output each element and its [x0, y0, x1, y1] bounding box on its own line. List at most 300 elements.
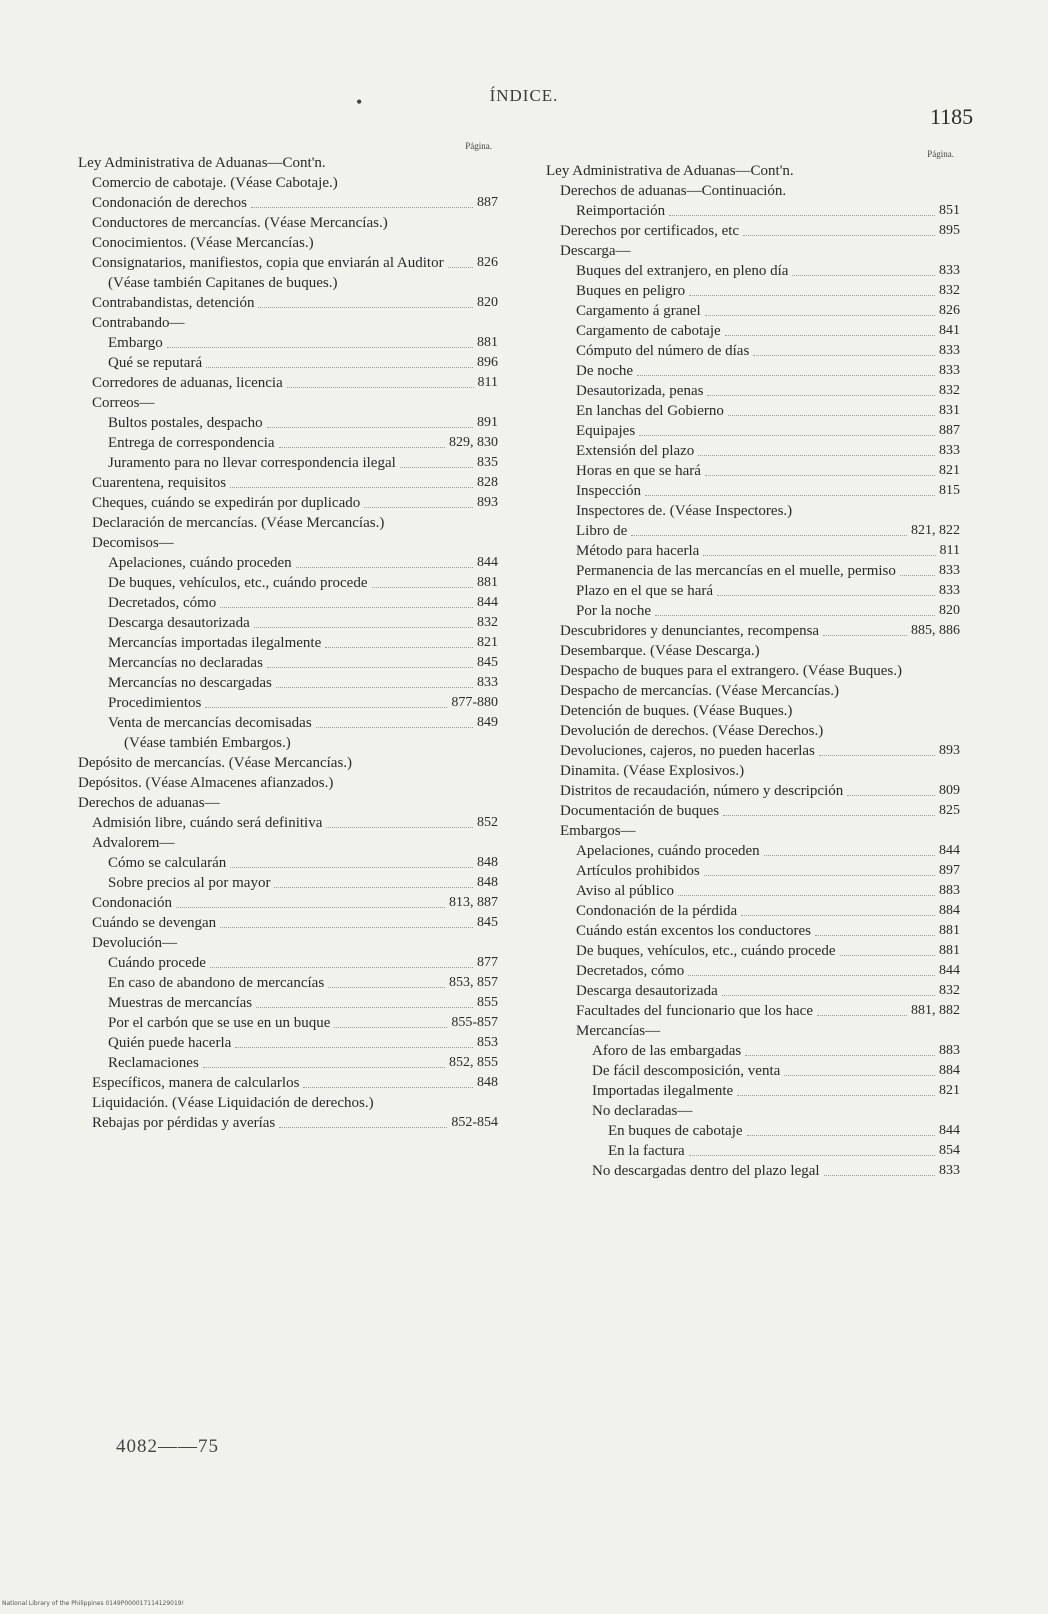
- entry-text: Comercio de cabotaje. (Véase Cabotaje.): [92, 175, 338, 191]
- entry-text: Detención de buques. (Véase Buques.): [560, 703, 793, 719]
- dot-leader: [220, 607, 473, 608]
- dot-leader: [328, 987, 445, 988]
- dot-leader: [326, 827, 473, 828]
- index-entry: [546, 441, 960, 461]
- index-entry: [546, 201, 960, 221]
- entry-page-ref: 826: [939, 303, 960, 318]
- dot-leader: [745, 1055, 935, 1056]
- entry-text: Extensión del plazo: [576, 443, 695, 459]
- index-entry: [546, 821, 960, 841]
- entry-page-ref: 887: [477, 195, 498, 210]
- running-header-title: ÍNDICE.: [489, 86, 559, 105]
- dot-leader: [303, 1087, 473, 1088]
- index-entry: [546, 221, 960, 241]
- dot-leader: [296, 567, 473, 568]
- index-entry: [546, 561, 960, 581]
- entry-page-ref: 849: [477, 715, 498, 730]
- index-entry: [78, 873, 498, 893]
- dot-leader: [637, 375, 935, 376]
- index-entry: [78, 213, 498, 233]
- index-entry: [78, 313, 498, 333]
- entry-text: Bultos postales, despacho: [108, 415, 263, 431]
- entry-text: Sobre precios al por mayor: [108, 875, 271, 891]
- entry-text: Artículos prohibidos: [576, 863, 700, 879]
- index-entry: [546, 921, 960, 941]
- entry-text: Corredores de aduanas, licencia: [92, 375, 283, 391]
- entry-page-ref: 851: [939, 203, 960, 218]
- entry-page-ref: 881: [477, 335, 498, 350]
- entry-text: Descubridores y denunciantes, recompensa: [560, 623, 820, 639]
- index-entry: [546, 541, 960, 561]
- entry-text: (Véase también Capitanes de buques.): [108, 275, 338, 291]
- dot-leader: [819, 755, 935, 756]
- index-entry: [546, 1061, 960, 1081]
- entry-page-ref: 811: [939, 543, 960, 558]
- entry-text: Mercancías—: [576, 1023, 661, 1039]
- index-entry: [78, 233, 498, 253]
- entry-page-ref: 891: [477, 415, 498, 430]
- entry-page-ref: 831: [939, 403, 960, 418]
- index-entry: [546, 901, 960, 921]
- dot-leader: [176, 907, 445, 908]
- entry-text: Inspección: [576, 483, 641, 499]
- entry-page-ref: 881: [939, 943, 960, 958]
- index-entry: [546, 301, 960, 321]
- entry-text: De buques, vehículos, etc., cuándo procede: [576, 943, 836, 959]
- entry-page-ref: 852: [477, 815, 498, 830]
- index-entry: [546, 781, 960, 801]
- entry-page-ref: 811: [477, 375, 498, 390]
- index-entry: [78, 933, 498, 953]
- entry-text: Cómputo del número de días: [576, 343, 750, 359]
- entry-page-ref: 844: [939, 1123, 960, 1138]
- entry-text: Decretados, cómo: [576, 963, 685, 979]
- dot-leader: [689, 295, 935, 296]
- dot-leader: [267, 427, 473, 428]
- index-entry: [546, 341, 960, 361]
- index-entry: [546, 601, 960, 621]
- entry-text: Cargamento á granel: [576, 303, 701, 319]
- entry-text: Documentación de buques: [560, 803, 720, 819]
- dot-leader: [267, 667, 473, 668]
- entry-text: Dinamita. (Véase Explosivos.): [560, 763, 745, 779]
- dot-leader: [741, 915, 935, 916]
- dot-leader: [230, 867, 473, 868]
- dot-leader: [817, 1015, 907, 1016]
- entry-page-ref: 896: [477, 355, 498, 370]
- index-entry: [546, 1121, 960, 1141]
- entry-text: Quién puede hacerla: [108, 1035, 232, 1051]
- entry-text: Método para hacerla: [576, 543, 700, 559]
- entry-text: Venta de mercancías decomisadas: [108, 715, 312, 731]
- index-entry: [546, 381, 960, 401]
- entry-text: Depósitos. (Véase Almacenes afianzados.): [78, 775, 334, 791]
- index-entry: [546, 261, 960, 281]
- dot-leader: [705, 315, 935, 316]
- index-column-left: [78, 140, 498, 1133]
- entry-page-ref: 877-880: [451, 695, 498, 710]
- entry-text: Cuándo están excentos los conductores: [576, 923, 811, 939]
- index-entry: [546, 881, 960, 901]
- entry-text: Embargos—: [560, 823, 636, 839]
- entry-text: Consignatarios, manifiestos, copia que enviarán al Auditor: [92, 255, 444, 271]
- entry-text: Despacho de buques para el extrangero. (Véase Buques.): [560, 663, 902, 679]
- index-entry: [546, 1041, 960, 1061]
- index-entry: [546, 321, 960, 341]
- entry-text: Mercancías no descargadas: [108, 675, 272, 691]
- entry-text: Descarga desautorizada: [108, 615, 250, 631]
- index-entry: [78, 913, 498, 933]
- dot-leader: [900, 575, 935, 576]
- index-entry: [78, 993, 498, 1013]
- entry-text: Decretados, cómo: [108, 595, 217, 611]
- entry-page-ref: 832: [477, 615, 498, 630]
- index-entry: [546, 801, 960, 821]
- index-entry: [78, 833, 498, 853]
- entry-page-ref: 844: [939, 843, 960, 858]
- index-entry: [78, 533, 498, 553]
- entry-page-ref: 835: [477, 455, 498, 470]
- entry-page-ref: 815: [939, 483, 960, 498]
- dot-leader: [689, 1155, 935, 1156]
- dot-leader: [669, 215, 935, 216]
- dot-leader: [737, 1095, 935, 1096]
- entry-page-ref: 853: [477, 1035, 498, 1050]
- entry-page-ref: 881: [477, 575, 498, 590]
- entry-page-ref: 852, 855: [449, 1055, 498, 1070]
- entry-text: Permanencia de las mercancías en el muelle, permiso: [576, 563, 896, 579]
- pagina-label: Página.: [465, 141, 492, 151]
- index-entry: [546, 841, 960, 861]
- entry-page-ref: 855-857: [451, 1015, 498, 1030]
- index-entry: [546, 701, 960, 721]
- entry-text: Advalorem—: [92, 835, 175, 851]
- entry-text: Declaración de mercancías. (Véase Mercancías.): [92, 515, 385, 531]
- entry-text: Desautorizada, penas: [576, 383, 704, 399]
- index-entry: [546, 1021, 960, 1041]
- dot-leader: [645, 495, 935, 496]
- dot-leader: [824, 1175, 935, 1176]
- index-entry: [78, 173, 498, 193]
- entry-text: Rebajas por pérdidas y averías: [92, 1115, 276, 1131]
- dot-leader: [205, 707, 447, 708]
- entry-page-ref: 895: [939, 223, 960, 238]
- index-entry: [78, 573, 498, 593]
- dot-leader: [372, 587, 474, 588]
- entry-text: Reimportación: [576, 203, 666, 219]
- dot-leader: [815, 935, 935, 936]
- entry-page-ref: 833: [939, 343, 960, 358]
- entry-text: Derechos por certificados, etc: [560, 223, 740, 239]
- index-entry: [78, 393, 498, 413]
- dot-leader: [230, 487, 473, 488]
- dot-leader: [287, 387, 474, 388]
- dot-leader: [655, 615, 935, 616]
- entry-page-ref: 833: [939, 363, 960, 378]
- index-entry: [546, 1161, 960, 1181]
- index-entry: [78, 633, 498, 653]
- entry-text: Reclamaciones: [108, 1055, 199, 1071]
- entry-text: Descarga—: [560, 243, 631, 259]
- entry-page-ref: 833: [939, 583, 960, 598]
- entry-text: No declaradas—: [592, 1103, 693, 1119]
- entry-page-ref: 893: [477, 495, 498, 510]
- entry-text: Facultades del funcionario que los hace: [576, 1003, 813, 1019]
- entry-text: Descarga desautorizada: [576, 983, 718, 999]
- entry-text: Horas en que se hará: [576, 463, 701, 479]
- dot-leader: [400, 467, 473, 468]
- entry-page-ref: 854: [939, 1143, 960, 1158]
- dot-leader: [728, 415, 935, 416]
- entry-page-ref: 884: [939, 903, 960, 918]
- header-dot: •: [356, 92, 363, 112]
- entry-text: Cuarentena, requisitos: [92, 475, 227, 491]
- entry-page-ref: 883: [939, 883, 960, 898]
- entry-page-ref: 828: [477, 475, 498, 490]
- entry-page-ref: 821: [939, 1083, 960, 1098]
- index-entry: [78, 293, 498, 313]
- entry-text: En buques de cabotaje: [608, 1123, 743, 1139]
- index-entry: [78, 593, 498, 613]
- dot-leader: [753, 355, 935, 356]
- index-entry: [546, 641, 960, 661]
- entry-text: Embargo: [108, 335, 163, 351]
- entry-text: Cheques, cuándo se expedirán por duplicado: [92, 495, 361, 511]
- entry-text: Apelaciones, cuándo proceden: [108, 555, 292, 571]
- index-entry: [78, 553, 498, 573]
- entry-text: Procedimientos: [108, 695, 202, 711]
- entry-text: Derechos de aduanas—: [78, 795, 220, 811]
- entry-text: Correos—: [92, 395, 155, 411]
- index-entry: [546, 681, 960, 701]
- entry-page-ref: 893: [939, 743, 960, 758]
- index-entry: [546, 961, 960, 981]
- entry-text: Derechos de aduanas—Continuación.: [560, 183, 787, 199]
- entry-page-ref: 853, 857: [449, 975, 498, 990]
- dot-leader: [840, 955, 936, 956]
- entry-text: En la factura: [608, 1143, 685, 1159]
- entry-text: Libro de: [576, 523, 628, 539]
- entry-page-ref: 833: [477, 675, 498, 690]
- entry-page-ref: 848: [477, 1075, 498, 1090]
- dot-leader: [325, 647, 473, 648]
- index-entries: [78, 153, 498, 1133]
- entry-page-ref: 829, 830: [449, 435, 498, 450]
- entry-text: Devolución—: [92, 935, 177, 951]
- dot-leader: [704, 875, 935, 876]
- index-entry: [546, 421, 960, 441]
- index-entry: [78, 153, 498, 173]
- entry-page-ref: 855: [477, 995, 498, 1010]
- dot-leader: [274, 887, 473, 888]
- dot-leader: [747, 1135, 935, 1136]
- entry-page-ref: 833: [939, 443, 960, 458]
- index-entry: [78, 493, 498, 513]
- dot-leader: [707, 395, 935, 396]
- entry-page-ref: 833: [939, 563, 960, 578]
- entry-text: Por el carbón que se use en un buque: [108, 1015, 331, 1031]
- entry-text: Despacho de mercancías. (Véase Mercancías.): [560, 683, 840, 699]
- index-entry: [78, 733, 498, 753]
- index-entry: [546, 461, 960, 481]
- dot-leader: [448, 267, 473, 268]
- index-entry: [78, 1093, 498, 1113]
- index-entry: [78, 473, 498, 493]
- dot-leader: [279, 447, 445, 448]
- entry-text: Muestras de mercancías: [108, 995, 253, 1011]
- index-entry: [78, 753, 498, 773]
- index-entry: [78, 713, 498, 733]
- entry-text: No descargadas dentro del plazo legal: [592, 1163, 820, 1179]
- dot-leader: [334, 1027, 447, 1028]
- index-entry: [78, 1113, 498, 1133]
- entry-page-ref: 877: [477, 955, 498, 970]
- dot-leader: [251, 207, 473, 208]
- dot-leader: [631, 535, 907, 536]
- scan-source-credit: National Library of the Philippines 0149P000017114129019!: [2, 1600, 185, 1607]
- index-entry: [78, 653, 498, 673]
- entry-text: De noche: [576, 363, 634, 379]
- index-entry: [546, 401, 960, 421]
- entry-text: En caso de abandono de mercancías: [108, 975, 325, 991]
- index-entry: [78, 453, 498, 473]
- index-entry: [546, 481, 960, 501]
- entry-page-ref: 821: [939, 463, 960, 478]
- entry-page-ref: 809: [939, 783, 960, 798]
- entry-page-ref: 845: [477, 655, 498, 670]
- entry-text: Condonación de la pérdida: [576, 903, 738, 919]
- dot-leader: [784, 1075, 935, 1076]
- entry-text: Cómo se calcularán: [108, 855, 227, 871]
- entry-text: Cuándo se devengan: [92, 915, 217, 931]
- entry-page-ref: 821: [477, 635, 498, 650]
- entry-text: Decomisos—: [92, 535, 174, 551]
- index-entry: [546, 361, 960, 381]
- dot-leader: [254, 627, 473, 628]
- entry-text: Cuándo procede: [108, 955, 206, 971]
- index-entry: [78, 673, 498, 693]
- entry-text: Liquidación. (Véase Liquidación de derechos.): [92, 1095, 374, 1111]
- entry-page-ref: 883: [939, 1043, 960, 1058]
- index-entry: [78, 793, 498, 813]
- entry-text: Apelaciones, cuándo proceden: [576, 843, 760, 859]
- dot-leader: [847, 795, 935, 796]
- entry-page-ref: 833: [939, 1163, 960, 1178]
- entry-page-ref: 832: [939, 283, 960, 298]
- entry-text: Conductores de mercancías. (Véase Mercancías.): [92, 215, 388, 231]
- entry-text: Depósito de mercancías. (Véase Mercancías.): [78, 755, 353, 771]
- index-entry: [546, 761, 960, 781]
- entry-text: Mercancías no declaradas: [108, 655, 263, 671]
- index-entry: [546, 661, 960, 681]
- index-entry: [546, 741, 960, 761]
- dot-leader: [705, 475, 935, 476]
- entry-page-ref: 887: [939, 423, 960, 438]
- entry-text: Ley Administrativa de Aduanas—Cont'n.: [546, 163, 794, 179]
- entry-page-ref: 848: [477, 875, 498, 890]
- entry-text: Cargamento de cabotaje: [576, 323, 721, 339]
- index-entry: [78, 813, 498, 833]
- entry-text: Buques del extranjero, en pleno día: [576, 263, 789, 279]
- entry-page-ref: 820: [939, 603, 960, 618]
- index-entry: [78, 273, 498, 293]
- entry-page-ref: 825: [939, 803, 960, 818]
- index-entry: [78, 373, 498, 393]
- printer-signature: 4082——75: [116, 1436, 219, 1457]
- entry-page-ref: 832: [939, 983, 960, 998]
- entry-text: Aviso al público: [576, 883, 675, 899]
- index-entry: [78, 853, 498, 873]
- entry-text: (Véase también Embargos.): [124, 735, 291, 751]
- entry-page-ref: 826: [477, 255, 498, 270]
- entry-text: Condonación: [92, 895, 172, 911]
- index-entry: [78, 953, 498, 973]
- entry-page-ref: 832: [939, 383, 960, 398]
- index-entry: [546, 241, 960, 261]
- dot-leader: [688, 975, 935, 976]
- dot-leader: [220, 927, 473, 928]
- index-entry: [78, 353, 498, 373]
- entry-text: Devolución de derechos. (Véase Derechos.): [560, 723, 824, 739]
- index-entries: [546, 161, 960, 1181]
- index-entry: [546, 1081, 960, 1101]
- dot-leader: [703, 555, 935, 556]
- dot-leader: [678, 895, 935, 896]
- entry-page-ref: 820: [477, 295, 498, 310]
- index-entry: [78, 253, 498, 273]
- entry-text: De buques, vehículos, etc., cuándo procede: [108, 575, 368, 591]
- entry-text: De fácil descomposición, venta: [592, 1063, 781, 1079]
- entry-text: Devoluciones, cajeros, no pueden hacerlas: [560, 743, 815, 759]
- dot-leader: [823, 635, 907, 636]
- entry-text: En lanchas del Gobierno: [576, 403, 724, 419]
- dot-leader: [792, 275, 935, 276]
- index-entry: [78, 433, 498, 453]
- index-entry: [546, 1141, 960, 1161]
- index-entry: [78, 613, 498, 633]
- index-entry: [546, 501, 960, 521]
- index-entry: [546, 1001, 960, 1021]
- index-entry: [78, 1073, 498, 1093]
- index-entry: [78, 513, 498, 533]
- index-entry: [78, 1033, 498, 1053]
- entry-page-ref: 881: [939, 923, 960, 938]
- dot-leader: [276, 687, 473, 688]
- entry-text: Desembarque. (Véase Descarga.): [560, 643, 760, 659]
- entry-text: Mercancías importadas ilegalmente: [108, 635, 322, 651]
- dot-leader: [210, 967, 473, 968]
- entry-page-ref: 881, 882: [911, 1003, 960, 1018]
- entry-text: Buques en peligro: [576, 283, 686, 299]
- index-entry: [546, 981, 960, 1001]
- dot-leader: [206, 367, 473, 368]
- index-entry: [78, 333, 498, 353]
- dot-leader: [764, 855, 935, 856]
- index-entry: [546, 161, 960, 181]
- entry-page-ref: 852-854: [451, 1115, 498, 1130]
- index-column-right: [546, 148, 960, 1181]
- entry-text: Equipajes: [576, 423, 636, 439]
- entry-text: Específicos, manera de calcularlos: [92, 1075, 300, 1091]
- entry-text: Plazo en el que se hará: [576, 583, 714, 599]
- index-entry: [78, 773, 498, 793]
- index-entry: [78, 193, 498, 213]
- entry-page-ref: 833: [939, 263, 960, 278]
- index-entry: [546, 721, 960, 741]
- dot-leader: [725, 335, 935, 336]
- index-entry: [78, 1013, 498, 1033]
- entry-text: Aforo de las embargadas: [592, 1043, 742, 1059]
